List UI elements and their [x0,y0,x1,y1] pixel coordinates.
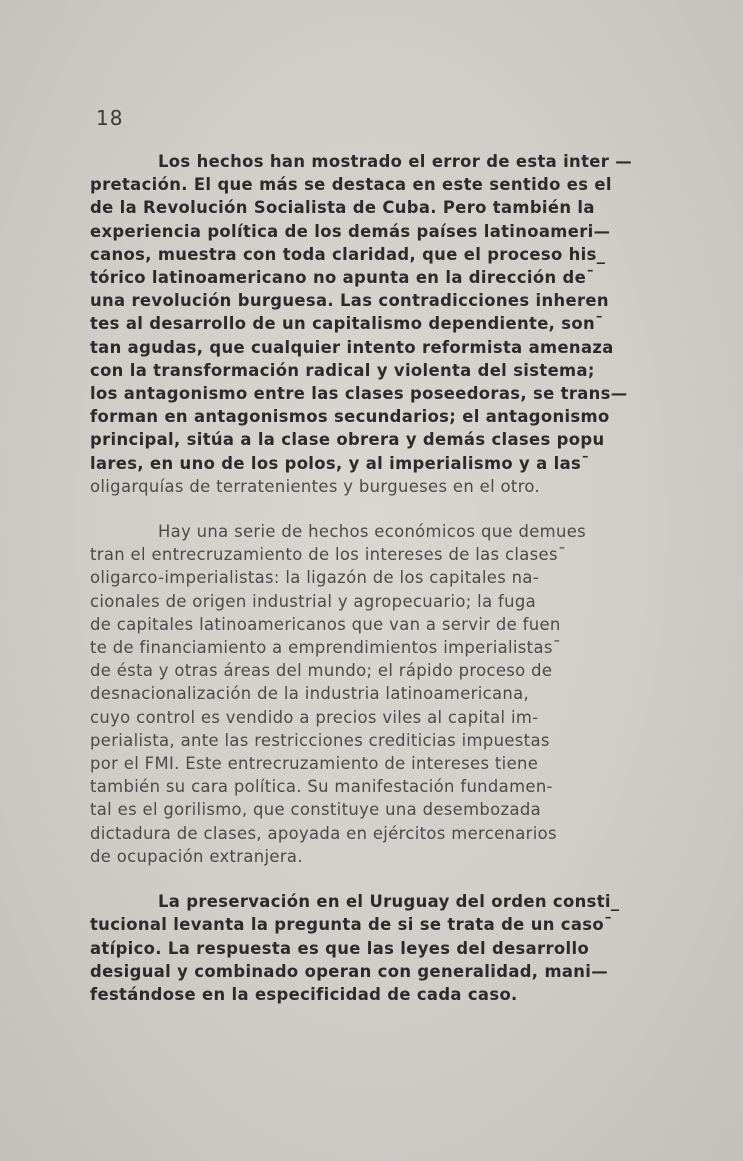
text-line: festándose en la especificidad de cada caso. [90,984,518,1004]
paragraph-1 [90,150,658,498]
page-number: 18 [96,106,124,130]
text-line: los antagonismo entre las clases poseedoras, se trans— [90,384,628,404]
text-line: Los hechos han mostrado el error de esta inter — [158,152,632,171]
text-line: te de financiamiento a emprendimientos imperialistas¯ [90,638,562,658]
text-line: atípico. La respuesta es que las leyes del desarrollo [90,938,590,958]
text-line: experiencia política de los demás países latinoameri— [90,221,611,241]
text-line: tucional levanta la pregunta de si se trata de un caso¯ [90,915,613,935]
text-line: tal es el gorilismo, que constituye una desembozada [90,800,542,820]
text-line: cionales de origen industrial y agropecuario; la fuga [90,591,537,611]
text-line: una revolución burguesa. Las contradicciones inheren [90,291,609,311]
text-line: tan agudas, que cualquier intento reformista amenaza [90,337,614,357]
text-line: canos, muestra con toda claridad, que el proceso his_ [90,244,606,264]
paragraph-3 [90,890,658,1006]
text-line: de capitales latinoamericanos que van a servir de fuen [90,614,561,634]
text-line: oligarquías de terratenientes y burgueses en el otro. [90,476,541,496]
text-line: forman en antagonismos secundarios; el antagonismo [90,407,610,427]
text-line: dictadura de clases, apoyada en ejércitos mercenarios [90,823,557,843]
text-line: con la transformación radical y violenta del sistema; [90,360,595,380]
text-line: Hay una serie de hechos económicos que demues [158,522,587,542]
text-line: pretación. El que más se destaca en este sentido es el [90,175,612,195]
text-line: tes al desarrollo de un capitalismo dependiente, son¯ [90,314,604,334]
text-line: tran el entrecruzamiento de los intereses de las clases¯ [90,545,567,565]
body-text [90,150,658,1028]
text-line: cuyo control es vendido a precios viles al capital im- [90,707,539,727]
text-line: también su cara política. Su manifestación fundamen- [90,777,553,797]
text-line: de ocupación extranjera. [90,846,303,866]
paragraph-2 [90,520,658,868]
text-line: por el FMI. Este entrecruzamiento de intereses tiene [90,754,539,774]
text-line: La preservación en el Uruguay del orden consti_ [158,892,620,912]
text-line: desigual y combinado operan con generalidad, mani— [90,961,609,981]
text-line: oligarco-imperialistas: la ligazón de los capitales na- [90,568,540,588]
text-line: principal, sitúa a la clase obrera y demás clases popu [90,430,605,450]
text-line: de ésta y otras áreas del mundo; el rápido proceso de [90,661,553,681]
text-line: tórico latinoamericano no apunta en la dirección de¯ [90,268,595,288]
text-line: perialista, ante las restricciones crediticias impuestas [90,730,550,750]
text-line: lares, en uno de los polos, y al imperialismo y a las¯ [90,453,590,473]
text-line: desnacionalización de la industria latinoamericana, [90,684,530,704]
text-line: de la Revolución Socialista de Cuba. Pero también la [90,198,595,218]
